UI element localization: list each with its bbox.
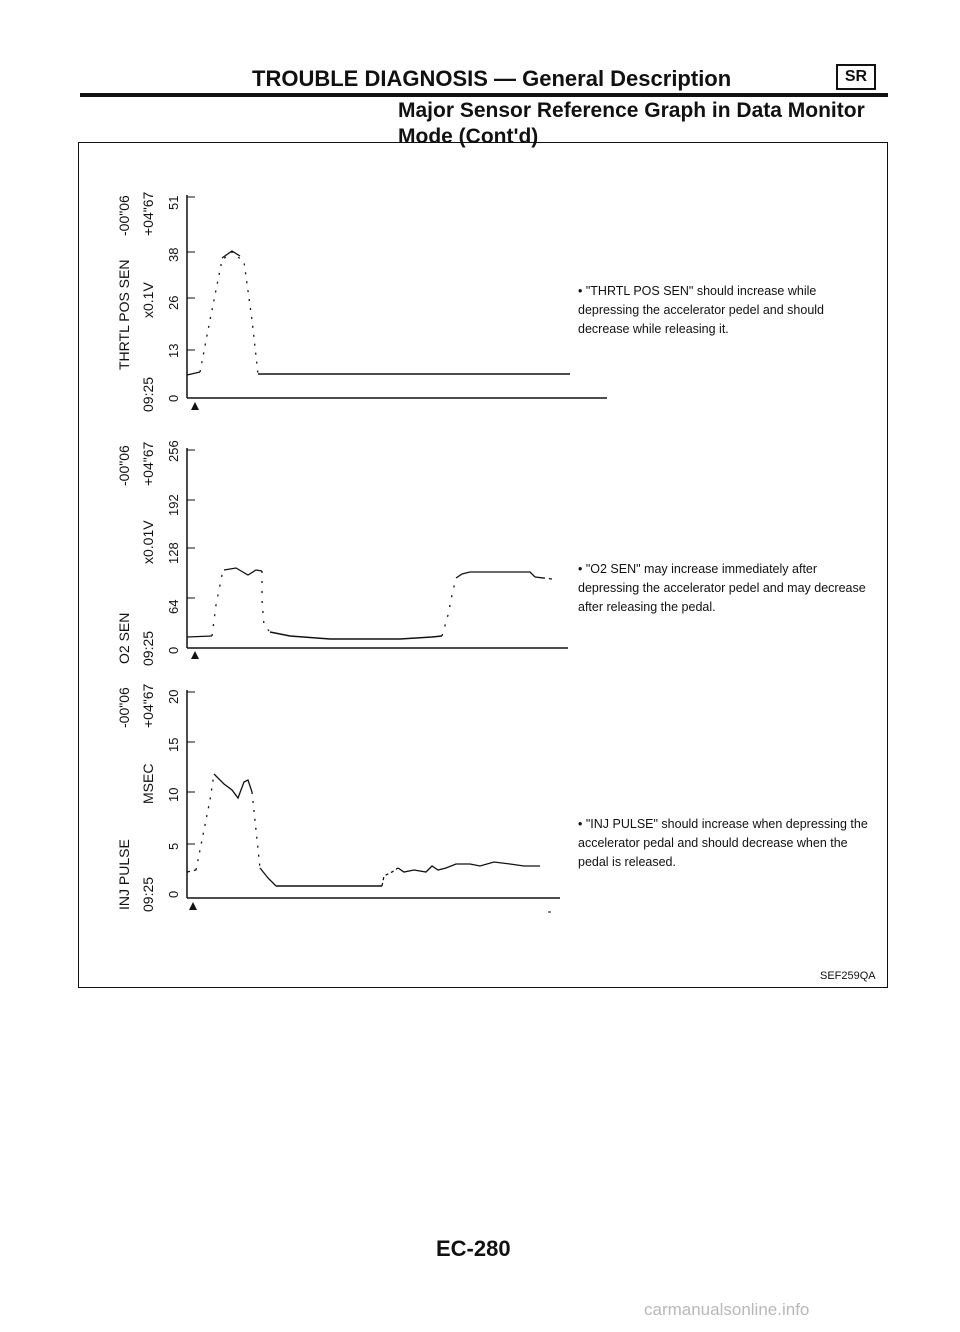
graph-label-time: 09:25 [140, 376, 156, 412]
signal-trace [187, 372, 200, 375]
note-o2-sen: • "O2 SEN" may increase immediately after depressing the accelerator pedel and may decrease after releasing the pedal. [578, 562, 866, 614]
figure-code: SEF259QA [820, 970, 876, 982]
signal-trace [456, 572, 535, 578]
tick-label: 13 [166, 343, 181, 358]
graph-label-scale: x0.1V [140, 282, 156, 318]
signal-trace [214, 774, 252, 798]
graph-thrtl-pos-sen [116, 191, 607, 412]
graph-label-name: INJ PULSE [116, 839, 132, 910]
signal-trace [196, 774, 214, 870]
tick-label: 0 [166, 890, 181, 898]
start-marker [189, 902, 197, 910]
tick-label: 0 [166, 394, 181, 402]
graph-label-offset-b: +04"67 [140, 683, 156, 728]
page-subtitle: Major Sensor Reference Graph in Data Monitor Mode (Cont'd) [398, 99, 865, 148]
watermark: carmanualsonline.info [644, 1300, 810, 1319]
tick-label: 0 [166, 646, 181, 654]
start-marker [191, 402, 199, 410]
graph-label-time: 09:25 [140, 630, 156, 666]
signal-trace [200, 252, 258, 374]
graph-label-scale: x0.01V [140, 520, 156, 564]
section-badge: SR [836, 64, 876, 90]
graph-inj-pulse [116, 683, 560, 912]
tick-label: 26 [166, 295, 181, 310]
signal-trace [212, 570, 224, 636]
tick-label: 5 [166, 842, 181, 850]
tick-label: 192 [166, 494, 181, 516]
graph-label-offset-a: -00"06 [116, 687, 132, 728]
signal-trace [260, 868, 276, 886]
tick-label: 38 [166, 247, 181, 262]
graph-label-scale: MSEC [140, 763, 156, 804]
signal-trace [187, 870, 196, 872]
signal-trace [270, 632, 442, 639]
signal-trace [262, 571, 270, 632]
signal-trace [187, 636, 212, 637]
tick-label: 64 [166, 599, 181, 614]
signal-trace [535, 577, 552, 579]
start-marker [191, 651, 199, 659]
signal-trace [224, 568, 262, 575]
tick-label: 20 [166, 689, 181, 704]
page-number: EC-280 [436, 1236, 511, 1261]
tick-label: 256 [166, 440, 181, 462]
note-thrtl-pos-sen: • "THRTL POS SEN" should increase while depressing the accelerator pedel and should decrease while releasing it. [578, 284, 825, 336]
tick-label: 15 [166, 737, 181, 752]
note-inj-pulse: • "INJ PULSE" should increase when depressing the accelerator pedal and should decrease when the pedal is released. [578, 817, 868, 869]
graph-label-offset-b: +04"67 [140, 441, 156, 486]
signal-trace [398, 862, 540, 872]
graph-label-offset-b: +04"67 [140, 191, 156, 236]
signal-trace [382, 868, 398, 886]
tick-label: 10 [166, 787, 181, 802]
graph-label-time: 09:25 [140, 876, 156, 912]
graph-label-offset-a: -00"06 [116, 445, 132, 486]
page-header-title: TROUBLE DIAGNOSIS — General Description [252, 66, 732, 91]
graph-o2-sen [116, 440, 568, 666]
graph-label-offset-a: -00"06 [116, 195, 132, 236]
tick-label: 128 [166, 542, 181, 564]
graph-label-name: O2 SEN [116, 612, 132, 664]
signal-trace [222, 251, 240, 258]
graph-label-name: THRTL POS SEN [116, 259, 132, 370]
tick-label: 51 [166, 195, 181, 210]
signal-trace [252, 792, 260, 868]
signal-trace [442, 578, 456, 636]
